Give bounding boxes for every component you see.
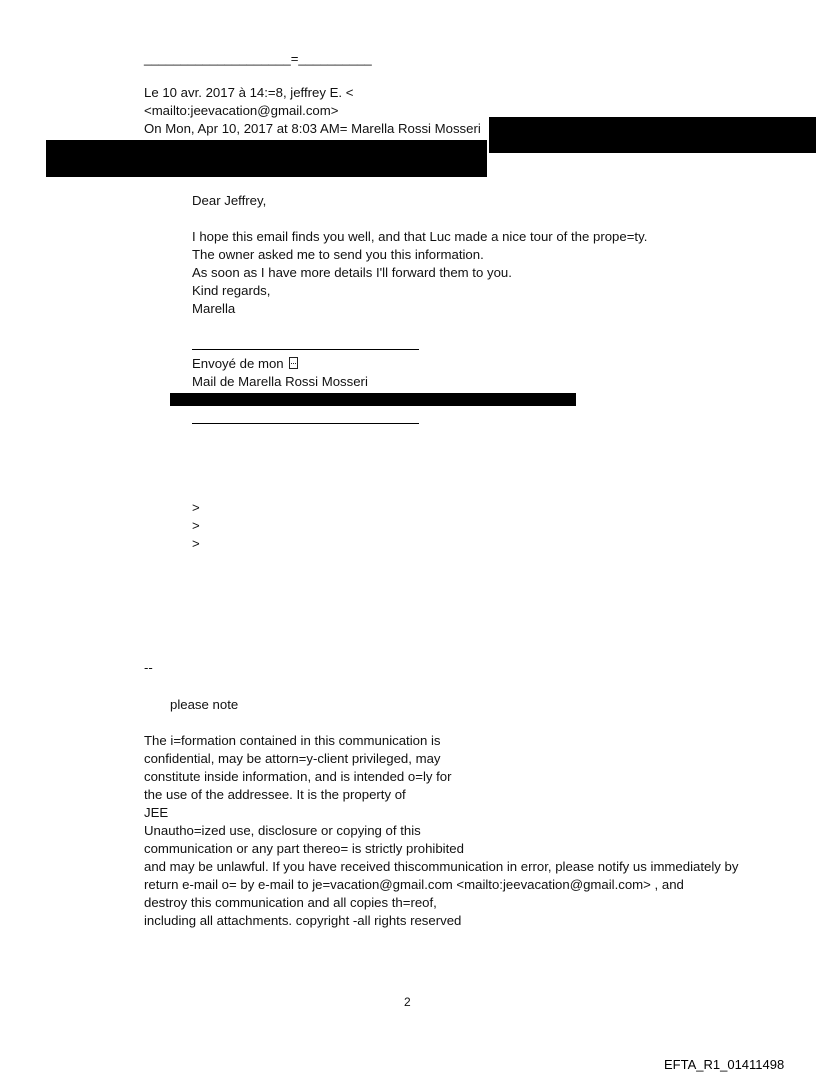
- page-number: 2: [404, 995, 411, 1009]
- signature-text: Envoyé de mon: [192, 356, 284, 371]
- quote-marker: >: [192, 500, 200, 515]
- quote-marker: >: [192, 536, 200, 551]
- signature-line-1: [192, 355, 298, 373]
- disclaimer-line: and may be unlawful. If you have received thiscommunication in error, please notify us immediately by: [144, 859, 739, 874]
- disclaimer-line: Unautho=ized use, disclosure or copying of this: [144, 823, 421, 838]
- footer-note: please note: [170, 697, 239, 712]
- redaction-block: [170, 393, 576, 406]
- body-line: Kind regards,: [192, 283, 271, 298]
- header-line-2: <mailto:jeevacation@gmail.com>: [144, 103, 339, 118]
- header-separator: [144, 50, 372, 68]
- body-line: I hope this email finds you well, and that Luc made a nice tour of the prope=ty.: [192, 229, 648, 244]
- disclaimer-line: The i=formation contained in this communication is: [144, 733, 441, 748]
- signature-line-2: Mail de Marella Rossi Mosseri: [192, 374, 368, 389]
- disclaimer-line: return e-mail o= by e-mail to je=vacation@gmail.com <mailto:jeevacation@gmail.com> , and: [144, 877, 684, 892]
- body-line: The owner asked me to send you this information.: [192, 247, 484, 262]
- header-line-1: Le 10 avr. 2017 à 14:=8, jeffrey E. <: [144, 85, 354, 100]
- body-line: Marella: [192, 301, 236, 316]
- header-line-3: On Mon, Apr 10, 2017 at 8:03 AM= Marella Rossi Mosseri: [144, 121, 481, 136]
- disclaimer-line: communication or any part thereo= is strictly prohibited: [144, 841, 464, 856]
- separator-right: __________: [298, 51, 372, 66]
- footer-dashes: --: [144, 660, 153, 675]
- quote-marker: >: [192, 518, 200, 533]
- mobile-phone-icon: [289, 357, 298, 369]
- disclaimer-line: the use of the addressee. It is the property of: [144, 787, 406, 802]
- separator-mid: =: [290, 51, 299, 66]
- disclaimer-line: destroy this communication and all copies th=reof,: [144, 895, 437, 910]
- signature-rule: [192, 423, 419, 424]
- redaction-block: [489, 117, 816, 153]
- disclaimer-line: JEE: [144, 805, 169, 820]
- redaction-block: [46, 140, 487, 177]
- disclaimer-line: confidential, may be attorn=y-client privileged, may: [144, 751, 441, 766]
- separator-left: ____________________: [144, 51, 291, 66]
- signature-rule: [192, 349, 419, 350]
- greeting: Dear Jeffrey,: [192, 193, 267, 208]
- body-line: As soon as I have more details I'll forward them to you.: [192, 265, 512, 280]
- bates-number: EFTA_R1_01411498: [664, 1057, 785, 1072]
- disclaimer-line: including all attachments. copyright -all rights reserved: [144, 913, 462, 928]
- disclaimer-line: constitute inside information, and is intended o=ly for: [144, 769, 452, 784]
